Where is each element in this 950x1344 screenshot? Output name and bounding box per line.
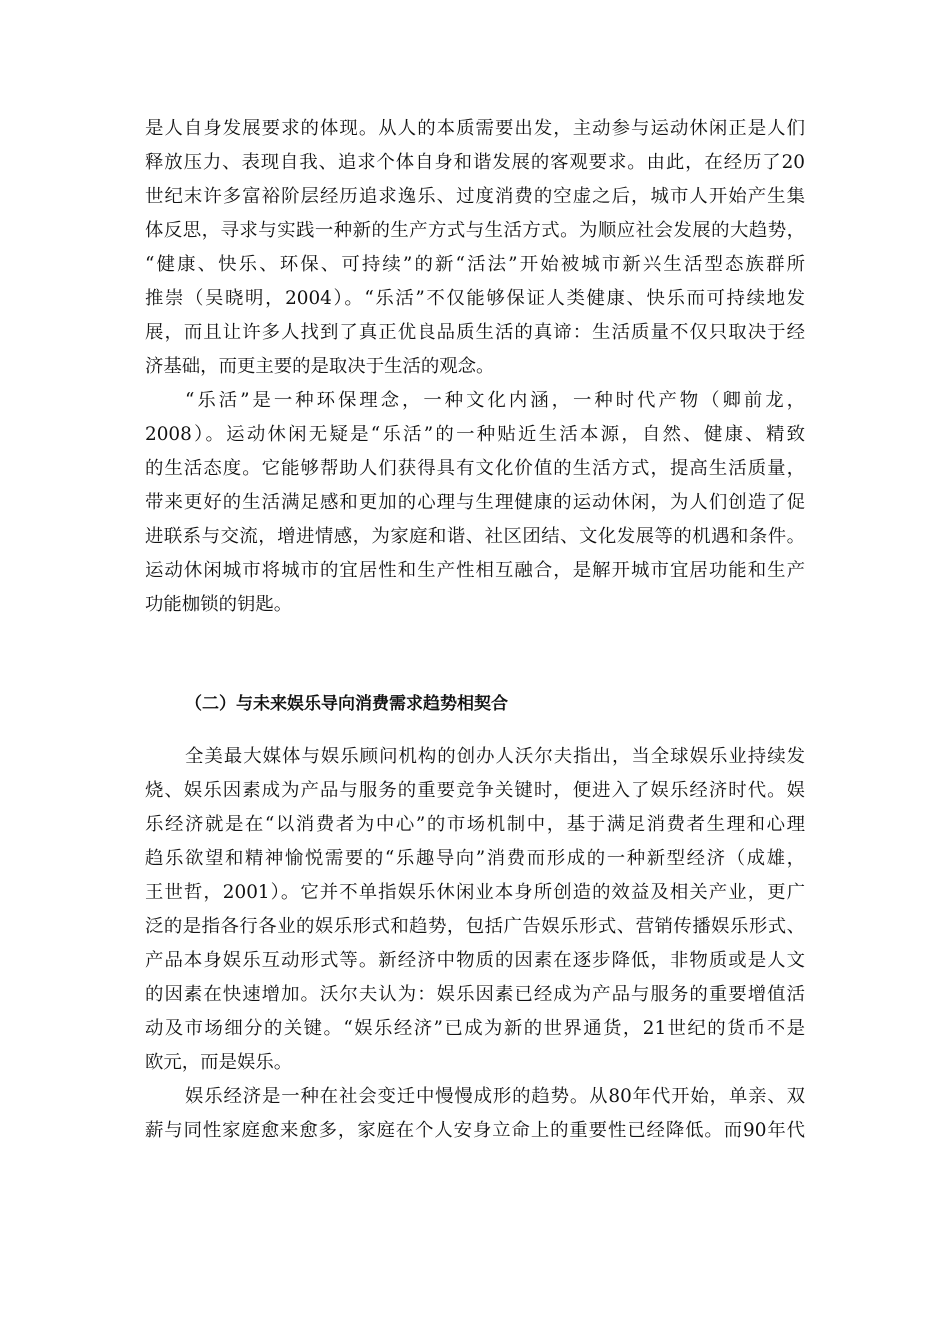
- paragraph-3-line-6: 泛的是指各行各业的娱乐形式和趋势，包括广告娱乐形式、营销传播娱乐形式、: [145, 916, 805, 937]
- paragraph-3-line-5: 王世哲，2001）。它并不单指娱乐休闲业本身所创造的效益及相关产业，更广: [145, 882, 805, 903]
- section-heading: （二）与未来娱乐导向消费需求趋势相契合: [185, 694, 508, 714]
- paragraph-4-line-1: 娱乐经济是一种在社会变迁中慢慢成形的趋势。从80年代开始，单亲、双: [185, 1086, 805, 1107]
- paragraph-1-line-7: 展，而且让许多人找到了真正优良品质生活的真谛：生活质量不仅只取决于经: [145, 322, 805, 343]
- paragraph-4-line-2: 薪与同性家庭愈来愈多，家庭在个人安身立命上的重要性已经降低。而90年代: [145, 1120, 805, 1141]
- paragraph-1-line-4: 体反思，寻求与实践一种新的生产方式与生活方式。为顺应社会发展的大趋势，: [145, 220, 805, 241]
- paragraph-1-line-8: 济基础，而更主要的是取决于生活的观念。: [145, 356, 495, 377]
- paragraph-3-line-1: 全美最大媒体与娱乐顾问机构的创办人沃尔夫指出，当全球娱乐业持续发: [185, 746, 805, 767]
- paragraph-2-line-1: “乐活”是一种环保理念，一种文化内涵，一种时代产物（卿前龙，: [185, 390, 805, 411]
- paragraph-3-line-10: 欧元，而是娱乐。: [145, 1052, 293, 1073]
- paragraph-3-line-3: 乐经济就是在“以消费者为中心”的市场机制中，基于满足消费者生理和心理: [145, 814, 805, 835]
- paragraph-2-line-7: 功能枷锁的钥匙。: [145, 594, 293, 615]
- paragraph-3-line-4: 趋乐欲望和精神愉悦需要的“乐趣导向”消费而形成的一种新型经济（成雄，: [145, 848, 805, 869]
- paragraph-1-line-1: 是人自身发展要求的体现。从人的本质需要出发，主动参与运动休闲正是人们: [145, 118, 805, 139]
- paragraph-2-line-4: 带来更好的生活满足感和更加的心理与生理健康的运动休闲，为人们创造了促: [145, 492, 805, 513]
- paragraph-3-line-9: 动及市场细分的关键。“娱乐经济”已成为新的世界通货，21世纪的货币不是: [145, 1018, 805, 1039]
- paragraph-3-line-8: 的因素在快速增加。沃尔夫认为：娱乐因素已经成为产品与服务的重要增值活: [145, 984, 805, 1005]
- paragraph-3-line-7: 产品本身娱乐互动形式等。新经济中物质的因素在逐步降低，非物质或是人文: [145, 950, 805, 971]
- paragraph-3-line-2: 烧、娱乐因素成为产品与服务的重要竞争关键时，便进入了娱乐经济时代。娱: [145, 780, 805, 801]
- paragraph-1-line-2: 释放压力、表现自我、追求个体自身和谐发展的客观要求。由此，在经历了20: [145, 152, 805, 173]
- paragraph-1-line-6: 推崇（吴晓明，2004）。“乐活”不仅能够保证人类健康、快乐而可持续地发: [145, 288, 805, 309]
- paragraph-2-line-3: 的生活态度。它能够帮助人们获得具有文化价值的生活方式，提高生活质量，: [145, 458, 805, 479]
- paragraph-1-line-3: 世纪末许多富裕阶层经历追求逸乐、过度消费的空虚之后，城市人开始产生集: [145, 186, 805, 207]
- paragraph-2-line-2: 2008）。运动休闲无疑是“乐活”的一种贴近生活本源，自然、健康、精致: [145, 424, 805, 445]
- paragraph-1-line-5: “健康、快乐、环保、可持续”的新“活法”开始被城市新兴生活型态族群所: [145, 254, 805, 275]
- paragraph-2-line-6: 运动休闲城市将城市的宜居性和生产性相互融合，是解开城市宜居功能和生产: [145, 560, 805, 581]
- paragraph-2-line-5: 进联系与交流，增进情感，为家庭和谐、社区团结、文化发展等的机遇和条件。: [145, 526, 805, 547]
